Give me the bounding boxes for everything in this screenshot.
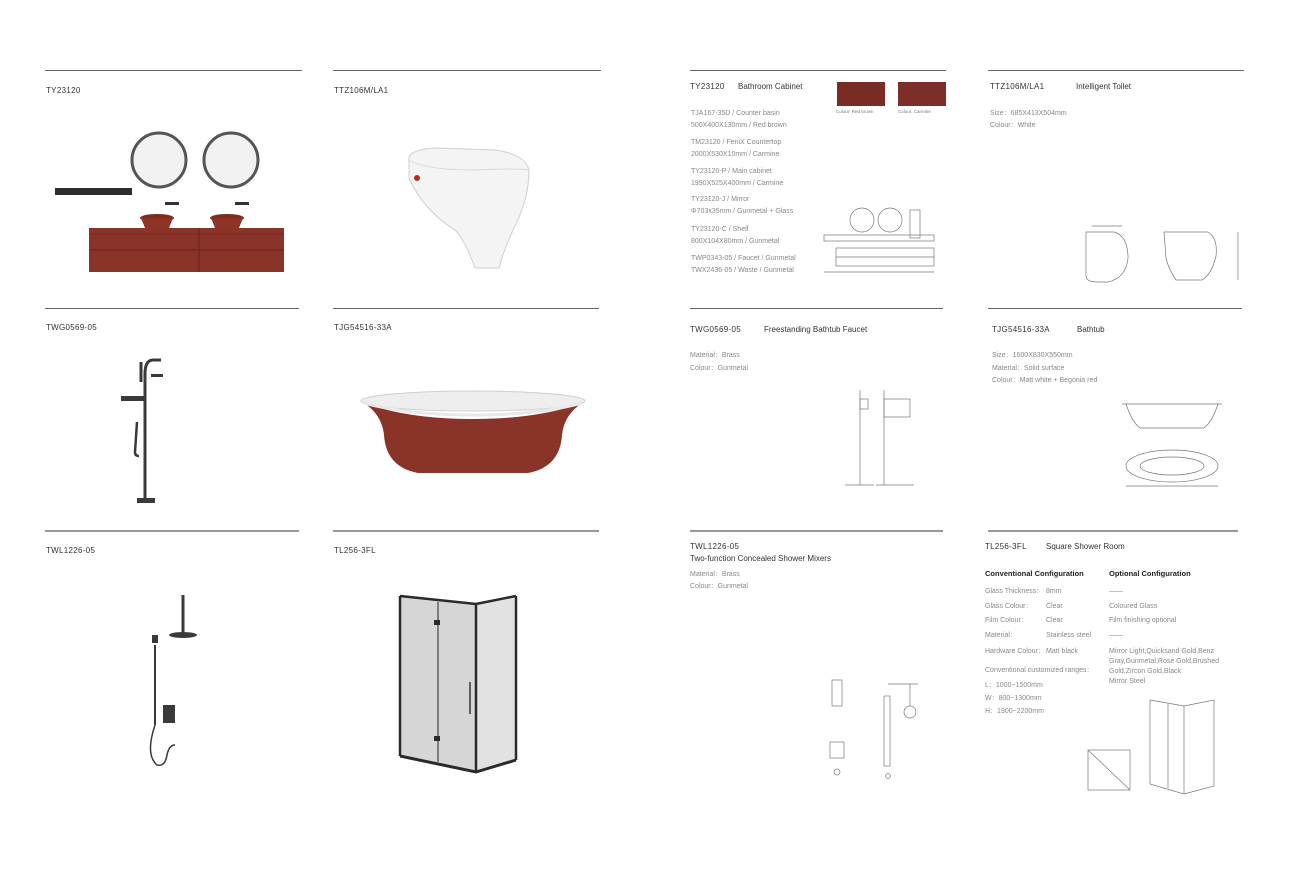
faucet-code: TWG0569-05 <box>690 325 742 334</box>
divider <box>690 70 946 71</box>
faucet-title: Freestanding Bathtub Faucet <box>764 325 868 334</box>
config-conventional: Clear <box>1046 603 1063 610</box>
spec-line: 500X400X130mm / Red brown <box>691 122 787 129</box>
divider <box>988 70 1244 71</box>
config-label: Hardware Colour： <box>985 648 1045 655</box>
faucet-material: Material：Brass <box>690 352 740 359</box>
cabinet-title: Bathroom Cabinet <box>738 82 803 91</box>
bathtub-image <box>358 385 588 480</box>
bathtub-colour: Colour：Matt white + Begonia red <box>992 377 1098 384</box>
divider <box>45 70 302 71</box>
config-optional: Gold,Zircon Gold,Black <box>1109 668 1181 675</box>
config-optional: —— <box>1109 632 1123 639</box>
mixer-code: TWL1226-05 <box>690 542 740 551</box>
optional-heading: Optional Configuration <box>1109 569 1191 578</box>
bathtub-size: Size：1600X830X550mm <box>992 352 1073 359</box>
product-code: TY23120 <box>46 86 81 95</box>
config-label: Material： <box>985 632 1017 639</box>
cabinet-drawing <box>822 200 942 275</box>
config-label: Film Colour： <box>985 617 1028 624</box>
range-value: W：800~1300mm <box>985 695 1042 702</box>
spec-line: TM23120 / FeniX Countertop <box>691 139 782 146</box>
vanity-image <box>55 130 290 275</box>
config-conventional: 8mm <box>1046 588 1062 595</box>
spec-line: TY23120-P / Main cabinet <box>691 168 772 175</box>
bathtub-material: Material：Solid surface <box>992 365 1065 372</box>
toilet-title: Intelligent Toilet <box>1076 82 1131 91</box>
divider <box>45 308 299 309</box>
swatch-label: Colour: Red brown <box>836 109 874 114</box>
config-optional: Mirror Steel <box>1109 678 1146 685</box>
spec-line: 2000X530X10mm / Carmine <box>691 151 780 158</box>
product-code: TJG54516-33A <box>334 323 392 332</box>
divider <box>45 530 299 532</box>
config-conventional: Clear <box>1046 617 1063 624</box>
divider <box>333 530 599 532</box>
config-label: Glass Thickness： <box>985 588 1044 595</box>
spec-line: 1990X525X400mm / Carmine <box>691 180 784 187</box>
divider <box>988 308 1242 309</box>
range-value: L：1000~1500mm <box>985 682 1043 689</box>
swatch-label: Colour: Carmine <box>898 109 931 114</box>
spec-line: 800X104X80mm / Gunmetal <box>691 238 780 245</box>
shower-room-code: TL256-3FL <box>985 542 1027 551</box>
product-code: TWG0569-05 <box>46 323 98 332</box>
mixer-colour: Colour：Gunmetal <box>690 583 748 590</box>
faucet-colour: Colour：Gunmetal <box>690 365 748 372</box>
divider <box>333 308 599 309</box>
config-conventional: Matt black <box>1046 648 1078 655</box>
divider <box>333 70 601 71</box>
divider <box>988 530 1238 532</box>
spec-line: TY23120-J / Mirror <box>691 196 750 203</box>
bathtub-title: Bathtub <box>1077 325 1105 334</box>
spec-line: TWX2436-05 / Waste / Gunmetal <box>691 267 794 274</box>
spec-line: TY23120-C / Shelf <box>691 226 749 233</box>
config-label: Glass Colour： <box>985 603 1033 610</box>
range-value: H：1900~2200mm <box>985 708 1044 715</box>
shower-room-title: Square Shower Room <box>1046 542 1125 551</box>
toilet-image <box>395 140 535 275</box>
config-optional: Gray,Gunmetal,Rose Gold,Brushed <box>1109 658 1219 665</box>
mixer-drawing <box>818 672 933 782</box>
config-optional: —— <box>1109 588 1123 595</box>
shower-room-drawing <box>1082 690 1227 800</box>
divider <box>690 308 943 309</box>
spec-line: Φ703x35mm / Gunmetal + Glass <box>691 208 794 215</box>
config-optional: Film finishing optional <box>1109 617 1177 624</box>
bathtub-drawing <box>1118 392 1228 492</box>
mixer-title: Two-function Concealed Shower Mixers <box>690 554 831 563</box>
toilet-size: Size：685X413X504mm <box>990 110 1067 117</box>
toilet-code: TTZ106M/LA1 <box>990 82 1045 91</box>
config-optional: Mirror Light,Quicksand Gold,Benz <box>1109 648 1215 655</box>
config-optional: Coloured Glass <box>1109 603 1158 610</box>
toilet-colour: Colour：White <box>990 122 1036 129</box>
product-code: TTZ106M/LA1 <box>334 86 389 95</box>
config-conventional: Stainless steel <box>1046 632 1092 639</box>
shower-enclosure-image <box>398 594 520 774</box>
faucet-image <box>115 352 175 507</box>
divider <box>690 530 943 532</box>
colour-swatch <box>898 82 946 106</box>
mixer-material: Material：Brass <box>690 571 740 578</box>
spec-line: TJA167-35D / Counter basin <box>691 110 780 117</box>
product-code: TWL1226-05 <box>46 546 96 555</box>
spec-line: TWP0343-05 / Faucet / Gunmetal <box>691 255 796 262</box>
faucet-drawing <box>840 385 920 495</box>
colour-swatch <box>837 82 885 106</box>
shower-mixer-image <box>135 595 205 775</box>
bathtub-code: TJG54516-33A <box>992 325 1050 334</box>
ranges-label: Conventional customized ranges： <box>985 667 1094 674</box>
toilet-drawing <box>1078 218 1248 288</box>
cabinet-code: TY23120 <box>690 82 725 91</box>
product-code: TL256-3FL <box>334 546 376 555</box>
conventional-heading: Conventional Configuration <box>985 569 1084 578</box>
